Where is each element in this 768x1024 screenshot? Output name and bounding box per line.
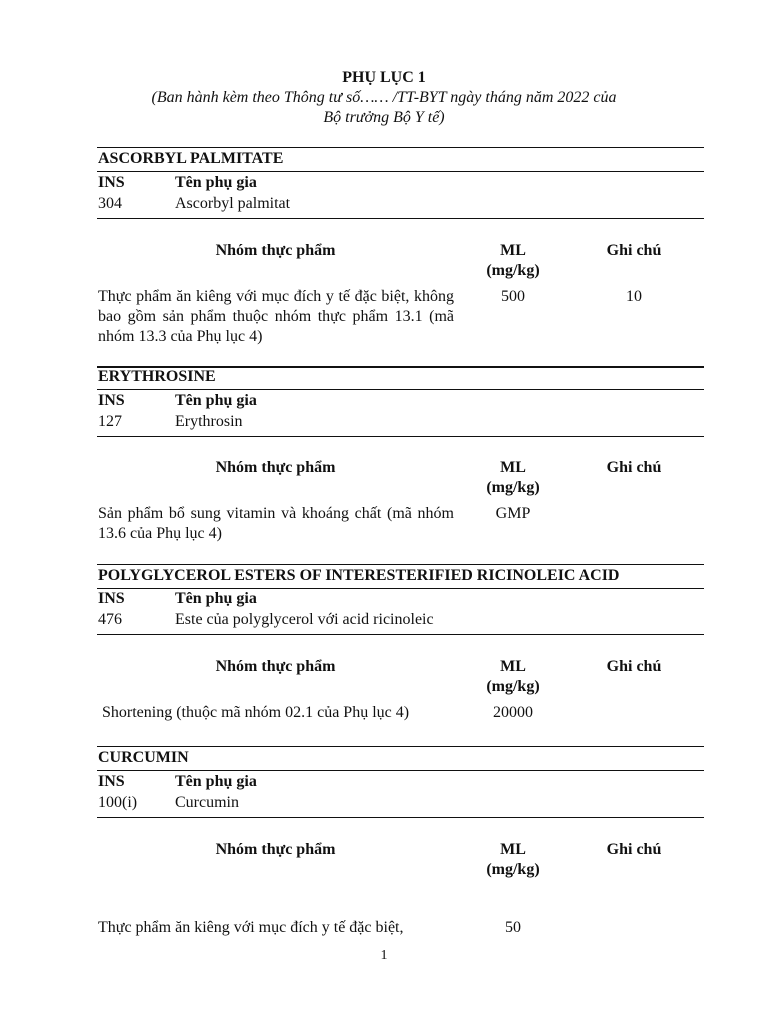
heading-rule <box>97 389 704 390</box>
ins-label: INS <box>98 773 125 790</box>
food-group-header: Nhóm thực phẩm <box>215 242 336 259</box>
ml-unit-header: (mg/kg) <box>486 678 540 695</box>
note-value: 10 <box>626 288 642 305</box>
additive-name-value: Curcumin <box>175 794 239 811</box>
section-top-rule <box>97 564 704 565</box>
page-number: 1 <box>380 948 388 963</box>
document-subtitle-line2: Bộ trưởng Bộ Y tế) <box>323 109 445 126</box>
ml-value: 500 <box>501 288 525 305</box>
document-subtitle-line1: (Ban hành kèm theo Thông tư số…… /TT-BYT ngày tháng năm 2022 của <box>151 89 617 106</box>
note-header: Ghi chú <box>606 841 662 858</box>
note-header: Ghi chú <box>606 242 662 259</box>
ml-header: ML <box>500 242 526 259</box>
food-group-header: Nhóm thực phẩm <box>215 459 336 476</box>
section-top-rule <box>97 147 704 148</box>
ml-unit-header: (mg/kg) <box>486 262 540 279</box>
food-group-value: Thực phẩm ăn kiêng với mục đích y tế đặc biệt, <box>98 919 404 936</box>
additive-name-value: Este của polyglycerol với acid ricinoleic <box>175 611 434 628</box>
document-title: PHỤ LỤC 1 <box>342 69 426 86</box>
ins-label: INS <box>98 590 125 607</box>
ins-rule <box>97 218 704 219</box>
note-header: Ghi chú <box>606 459 662 476</box>
ml-unit-header: (mg/kg) <box>486 861 540 878</box>
food-group-header: Nhóm thực phẩm <box>215 841 336 858</box>
ml-header: ML <box>500 841 526 858</box>
ins-value: 476 <box>98 611 122 628</box>
ins-value: 304 <box>98 195 122 212</box>
ml-value: GMP <box>495 505 531 522</box>
ml-unit-header: (mg/kg) <box>486 479 540 496</box>
additive-name-label: Tên phụ gia <box>175 773 257 790</box>
ins-label: INS <box>98 392 125 409</box>
section-heading: POLYGLYCEROL ESTERS OF INTERESTERIFIED RICINOLEIC ACID <box>98 567 620 584</box>
additive-name-value: Erythrosin <box>175 413 243 430</box>
section-heading: ERYTHROSINE <box>98 368 216 385</box>
note-header: Ghi chú <box>606 658 662 675</box>
ins-value: 100(i) <box>98 794 138 811</box>
food-group-value: Shortening (thuộc mã nhóm 02.1 của Phụ lục 4) <box>102 704 410 721</box>
heading-rule <box>97 171 704 172</box>
additive-name-label: Tên phụ gia <box>175 174 257 191</box>
additive-name-label: Tên phụ gia <box>175 392 257 409</box>
heading-rule <box>97 770 704 771</box>
ins-label: INS <box>98 174 125 191</box>
ins-value: 127 <box>98 413 122 430</box>
ml-header: ML <box>500 459 526 476</box>
section-heading: ASCORBYL PALMITATE <box>98 150 284 167</box>
ml-header: ML <box>500 658 526 675</box>
ins-rule <box>97 817 704 818</box>
food-group-header: Nhóm thực phẩm <box>215 658 336 675</box>
food-group-value: Thực phẩm ăn kiêng với mục đích y tế đặc biệt, không bao gồm sản phẩm thuộc nhóm thực phẩm 13.1 (mã nhóm 13.3 của Phụ lục 4) <box>98 288 454 345</box>
food-group-value: Sản phẩm bổ sung vitamin và khoáng chất (mã nhóm 13.6 của Phụ lục 4) <box>98 505 454 542</box>
ins-rule <box>97 634 704 635</box>
ins-rule <box>97 436 704 437</box>
ml-value: 20000 <box>493 704 533 721</box>
ml-value: 50 <box>505 919 521 936</box>
additive-name-value: Ascorbyl palmitat <box>175 195 291 212</box>
additive-name-label: Tên phụ gia <box>175 590 257 607</box>
section-heading: CURCUMIN <box>98 749 189 766</box>
section-top-rule <box>97 746 704 747</box>
